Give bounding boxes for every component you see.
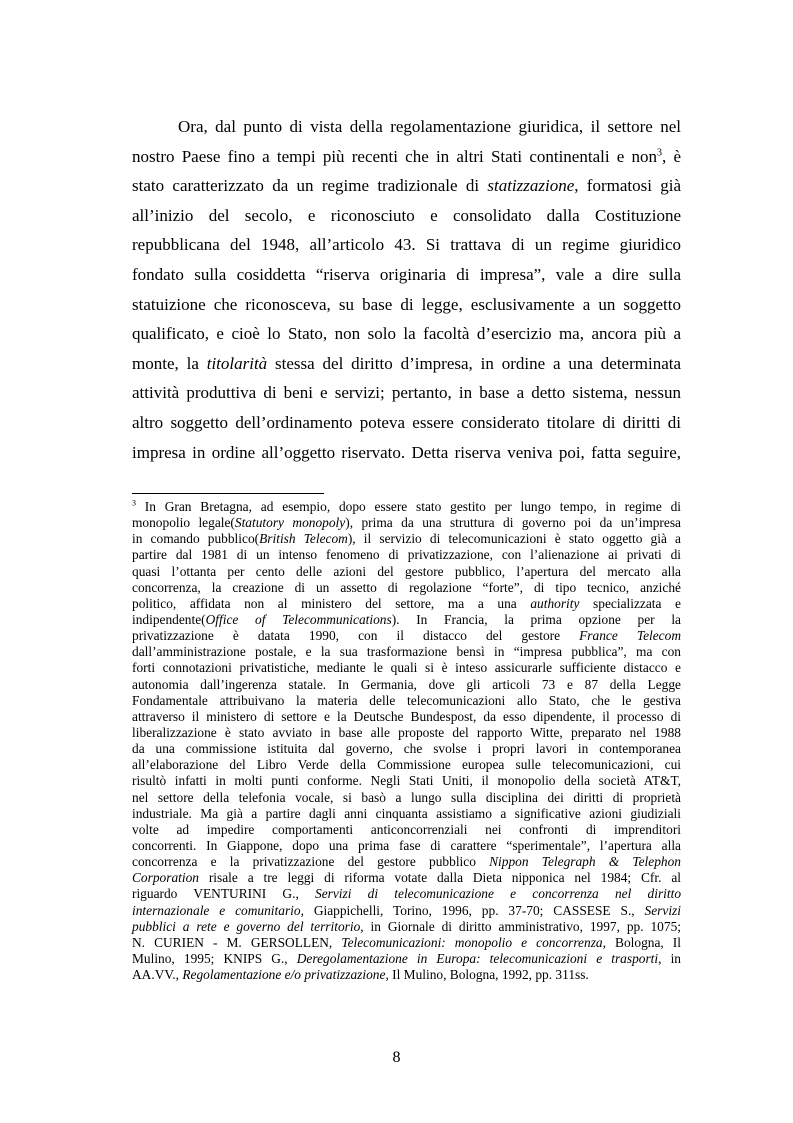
footnote-line: quasi l’ottanta per cento delle azioni del gestore pubblico, l’apertura del mercato alla: [132, 563, 681, 579]
footnote-line: privatizzazione è datata 1990, con il distacco del gestore France Telecom: [132, 628, 681, 644]
body-line: stato caratterizzato da un regime tradizionale di statizzazione, formatosi già: [132, 176, 682, 196]
body-line: impresa in ordine all’oggetto riservato. Detta riserva veniva poi, fatta seguire,: [132, 442, 681, 462]
footnote-line: partire dal 1981 di un intenso fenomeno di privatizzazione, con l’alienazione ai privati di: [132, 547, 681, 563]
footnote-line: nel settore della telefonia vocale, si basò a lungo sulla disciplina dei diritti di proprietà: [132, 789, 681, 805]
footnote-line: Mulino, 1995; KNIPS G., Deregolamentazione in Europa: telecomunicazioni e trasporti, in: [132, 950, 681, 966]
footnote-line: in comando pubblico(British Telecom), il servizio di telecomunicazioni è stato oggetto già a: [132, 531, 681, 547]
footnote-line: Fondamentale attribuivano la materia delle telecomunicazioni allo Stato, che le gestiva: [132, 692, 681, 708]
body-line: nostro Paese fino a tempi più recenti che in altri Stati continentali e non$^3$, è: [132, 146, 681, 166]
footnote-line: riguardo VENTURINI G., Servizi di telecomunicazione e concorrenza nel diritto: [132, 886, 682, 902]
footnote-line: liberalizzazione è stato avviato in base alle proposte del rapporto Witte, preparato nel 1988: [132, 724, 681, 740]
footnote-line: da una commissione istituita dal governo, che svolse i propri lavori in contemporanea: [132, 741, 681, 757]
footnote-line: internazionale e comunitario, Giappichelli, Torino, 1996, pp. 37-70; CASSESE S., Servizi: [132, 902, 681, 918]
footnote-line: N. CURIEN - M. GERSOLLEN, Telecomunicazioni: monopolio e concorrenza, Bologna, Il: [132, 934, 681, 950]
footnote-ref[interactable]: 3: [657, 146, 662, 158]
body-line: statuizione che riconosceva, su base di legge, esclusivamente a un soggetto: [132, 294, 681, 314]
footnote-line: politico, affidata non al ministero del settore, ma a una authority specializzata e: [132, 595, 682, 611]
footnote-line: monopolio legale(Statutory monopoly), prima da una struttura di governo poi da un’impresa: [132, 515, 681, 531]
footnote-line: volte ad impedire comportamenti anticoncorrenziali nei confronti di imprenditori: [132, 821, 681, 837]
footnote-line: all’elaborazione del Libro Verde della Commissione europea sulle telecomunicazioni, cui: [132, 757, 681, 773]
footnote-line: pubblici a rete e governo del territorio, in Giornale di diritto amministrativo, 1997, pp. 1075;: [132, 918, 681, 934]
footnote-line: forti connotazioni privatistiche, mediante le quali si è inteso assicurarle sufficiente distacco e: [132, 660, 681, 676]
footnote-line: industriale. Ma già a partire dagli anni cinquanta assistiamo a significative azioni giudiziali: [132, 805, 681, 821]
footnote-line: attraverso il ministero di settore e la Deutsche Bundespost, da esso dipendente, il processo di: [132, 708, 681, 724]
footnote-separator: [132, 493, 324, 494]
footnote-line: risultò infatti in molti punti conforme. Negli Stati Uniti, il monopolio della società AT&T,: [132, 773, 681, 789]
footnote-line: $^3$ In Gran Bretagna, ad esempio, dopo essere stato gestito per lungo tempo, in regime di: [132, 498, 681, 514]
page-number: 8: [392, 1049, 401, 1066]
body-line: fondato sulla cosiddetta “riserva originaria di impresa”, vale a dire sulla: [132, 264, 681, 284]
footnote-line: concorrenza, la creazione di un assetto di regolazione “forte”, di tipo tecnico, anziché: [132, 579, 681, 595]
footnote-line: concorrenti. In Giappone, dopo una prima fase di carattere “sperimentale”, l’apertura alla: [132, 837, 681, 853]
body-line: altro soggetto dell’ordinamento poteva essere considerato titolare di diritti di: [132, 412, 681, 432]
body-line: attività produttiva di beni e servizi; pertanto, in base a detto sistema, nessun: [132, 383, 681, 403]
body-line: all’inizio del secolo, e riconosciuto e consolidato dalla Costituzione: [132, 205, 681, 225]
footnote: [132, 499, 681, 983]
body-line: Ora, dal punto di vista della regolamentazione giuridica, il settore nel: [178, 117, 681, 136]
footnote-line: AA.VV., Regolamentazione e/o privatizzazione, Il Mulino, Bologna, 1992, pp. 311ss.: [132, 967, 589, 983]
body-paragraph: [132, 112, 681, 467]
footnote-line: Corporation risale a tre leggi di riforma votate dalla Dieta nipponica nel 1984; Cfr. al: [132, 870, 681, 886]
footnote-marker: 3: [132, 498, 136, 508]
footnote-line: indipendente(Office of Telecommunications). In Francia, la prima opzione per la: [132, 611, 681, 627]
body-line: repubblicana del 1948, all’articolo 43. Si trattava di un regime giuridico: [132, 235, 681, 255]
footnote-line: autonomia dall’ingerenza statale. In Germania, dove gli articoli 73 e 87 della Legge: [132, 676, 681, 692]
body-line: qualificato, e cioè lo Stato, non solo la facoltà d’esercizio ma, ancora più a: [132, 324, 681, 344]
footnote-line: concorrenza e la privatizzazione del gestore pubblico Nippon Telegraph & Telephon: [132, 854, 681, 870]
body-line: monte, la titolarità stessa del diritto d’impresa, in ordine a una determinata: [132, 353, 682, 373]
footnote-line: dall’amministrazione postale, e la sua trasformazione bensì in “impresa pubblica”, ma con: [132, 644, 681, 660]
